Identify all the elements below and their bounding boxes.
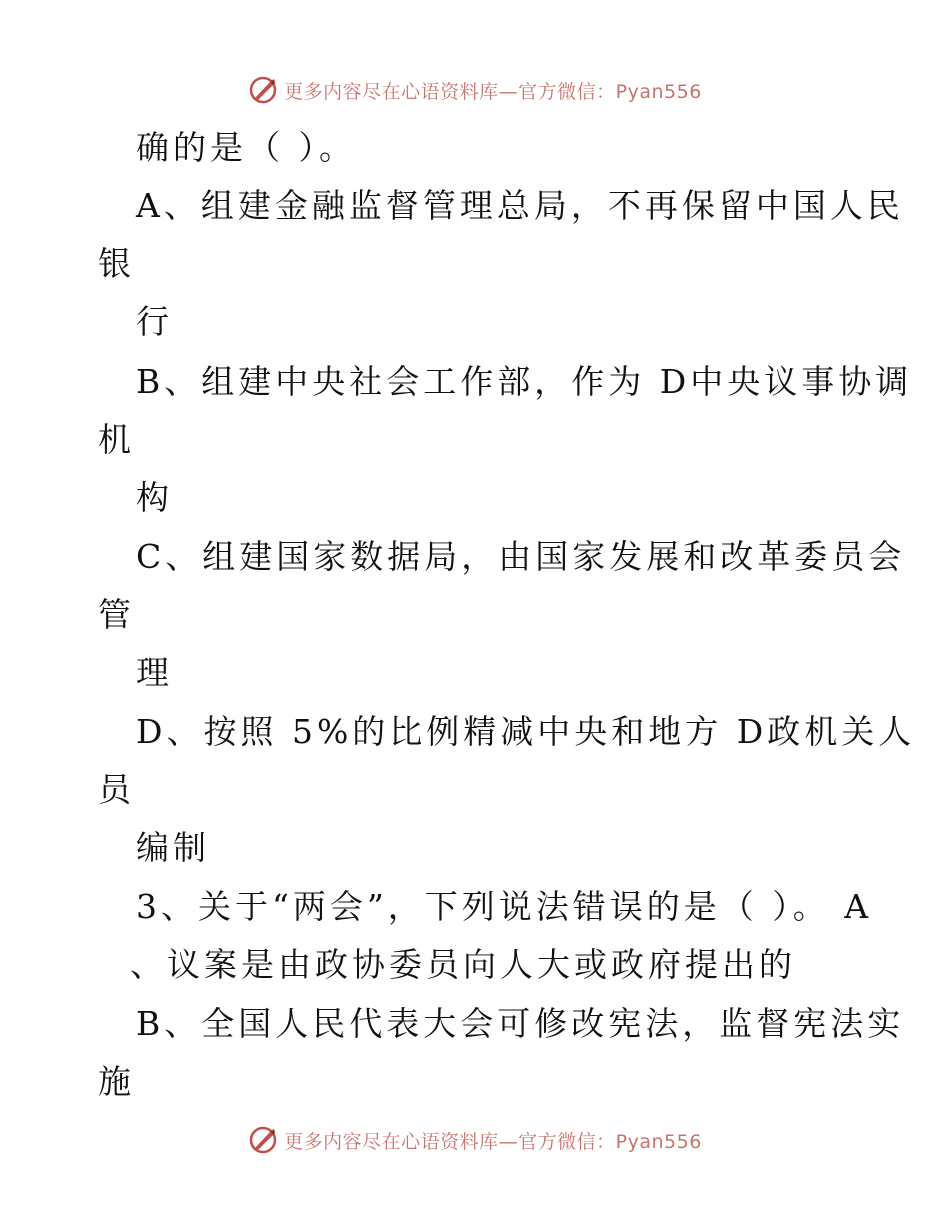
text-line-6: 机 — [98, 420, 135, 459]
text-line-8: C、组建国家数据局，由国家发展和改革委员会 — [136, 537, 906, 576]
header-watermark — [0, 70, 950, 110]
text-line-1: 确的是（ ）。 — [136, 128, 356, 167]
text-line-5: B、组建中央社会工作部，作为 D中央议事协调 — [136, 362, 913, 401]
text-line-2: A、组建金融监督管理总局，不再保留中国人民 — [136, 186, 904, 225]
watermark-text: 更多内容尽在心语资料库—官方微信：Pyan556 — [284, 1130, 702, 1153]
watermark-text: 更多内容尽在心语资料库—官方微信：Pyan556 — [284, 80, 702, 103]
text-line-16: B、全国人民代表大会可修改宪法，监督宪法实 — [136, 1004, 905, 1043]
text-line-9: 管 — [98, 595, 135, 634]
text-line-12: 员 — [98, 770, 135, 809]
quill-pen-seal-icon — [248, 75, 278, 105]
text-line-4: 行 — [136, 302, 173, 341]
text-line-17: 施 — [98, 1062, 135, 1101]
quill-pen-seal-icon — [248, 1125, 278, 1155]
footer-watermark — [0, 1120, 950, 1160]
text-line-15: 、议案是由政协委员向人大或政府提出的 — [130, 945, 796, 984]
text-line-7: 构 — [136, 478, 173, 517]
text-line-14: 3、关于“两会”，下列说法错误的是（ ）。 A — [136, 887, 873, 926]
text-line-3: 银 — [98, 244, 135, 283]
text-line-13: 编制 — [136, 828, 210, 867]
text-line-11: D、按照 5%的比例精减中央和地方 D政机关人 — [136, 712, 916, 751]
text-line-10: 理 — [136, 653, 173, 692]
